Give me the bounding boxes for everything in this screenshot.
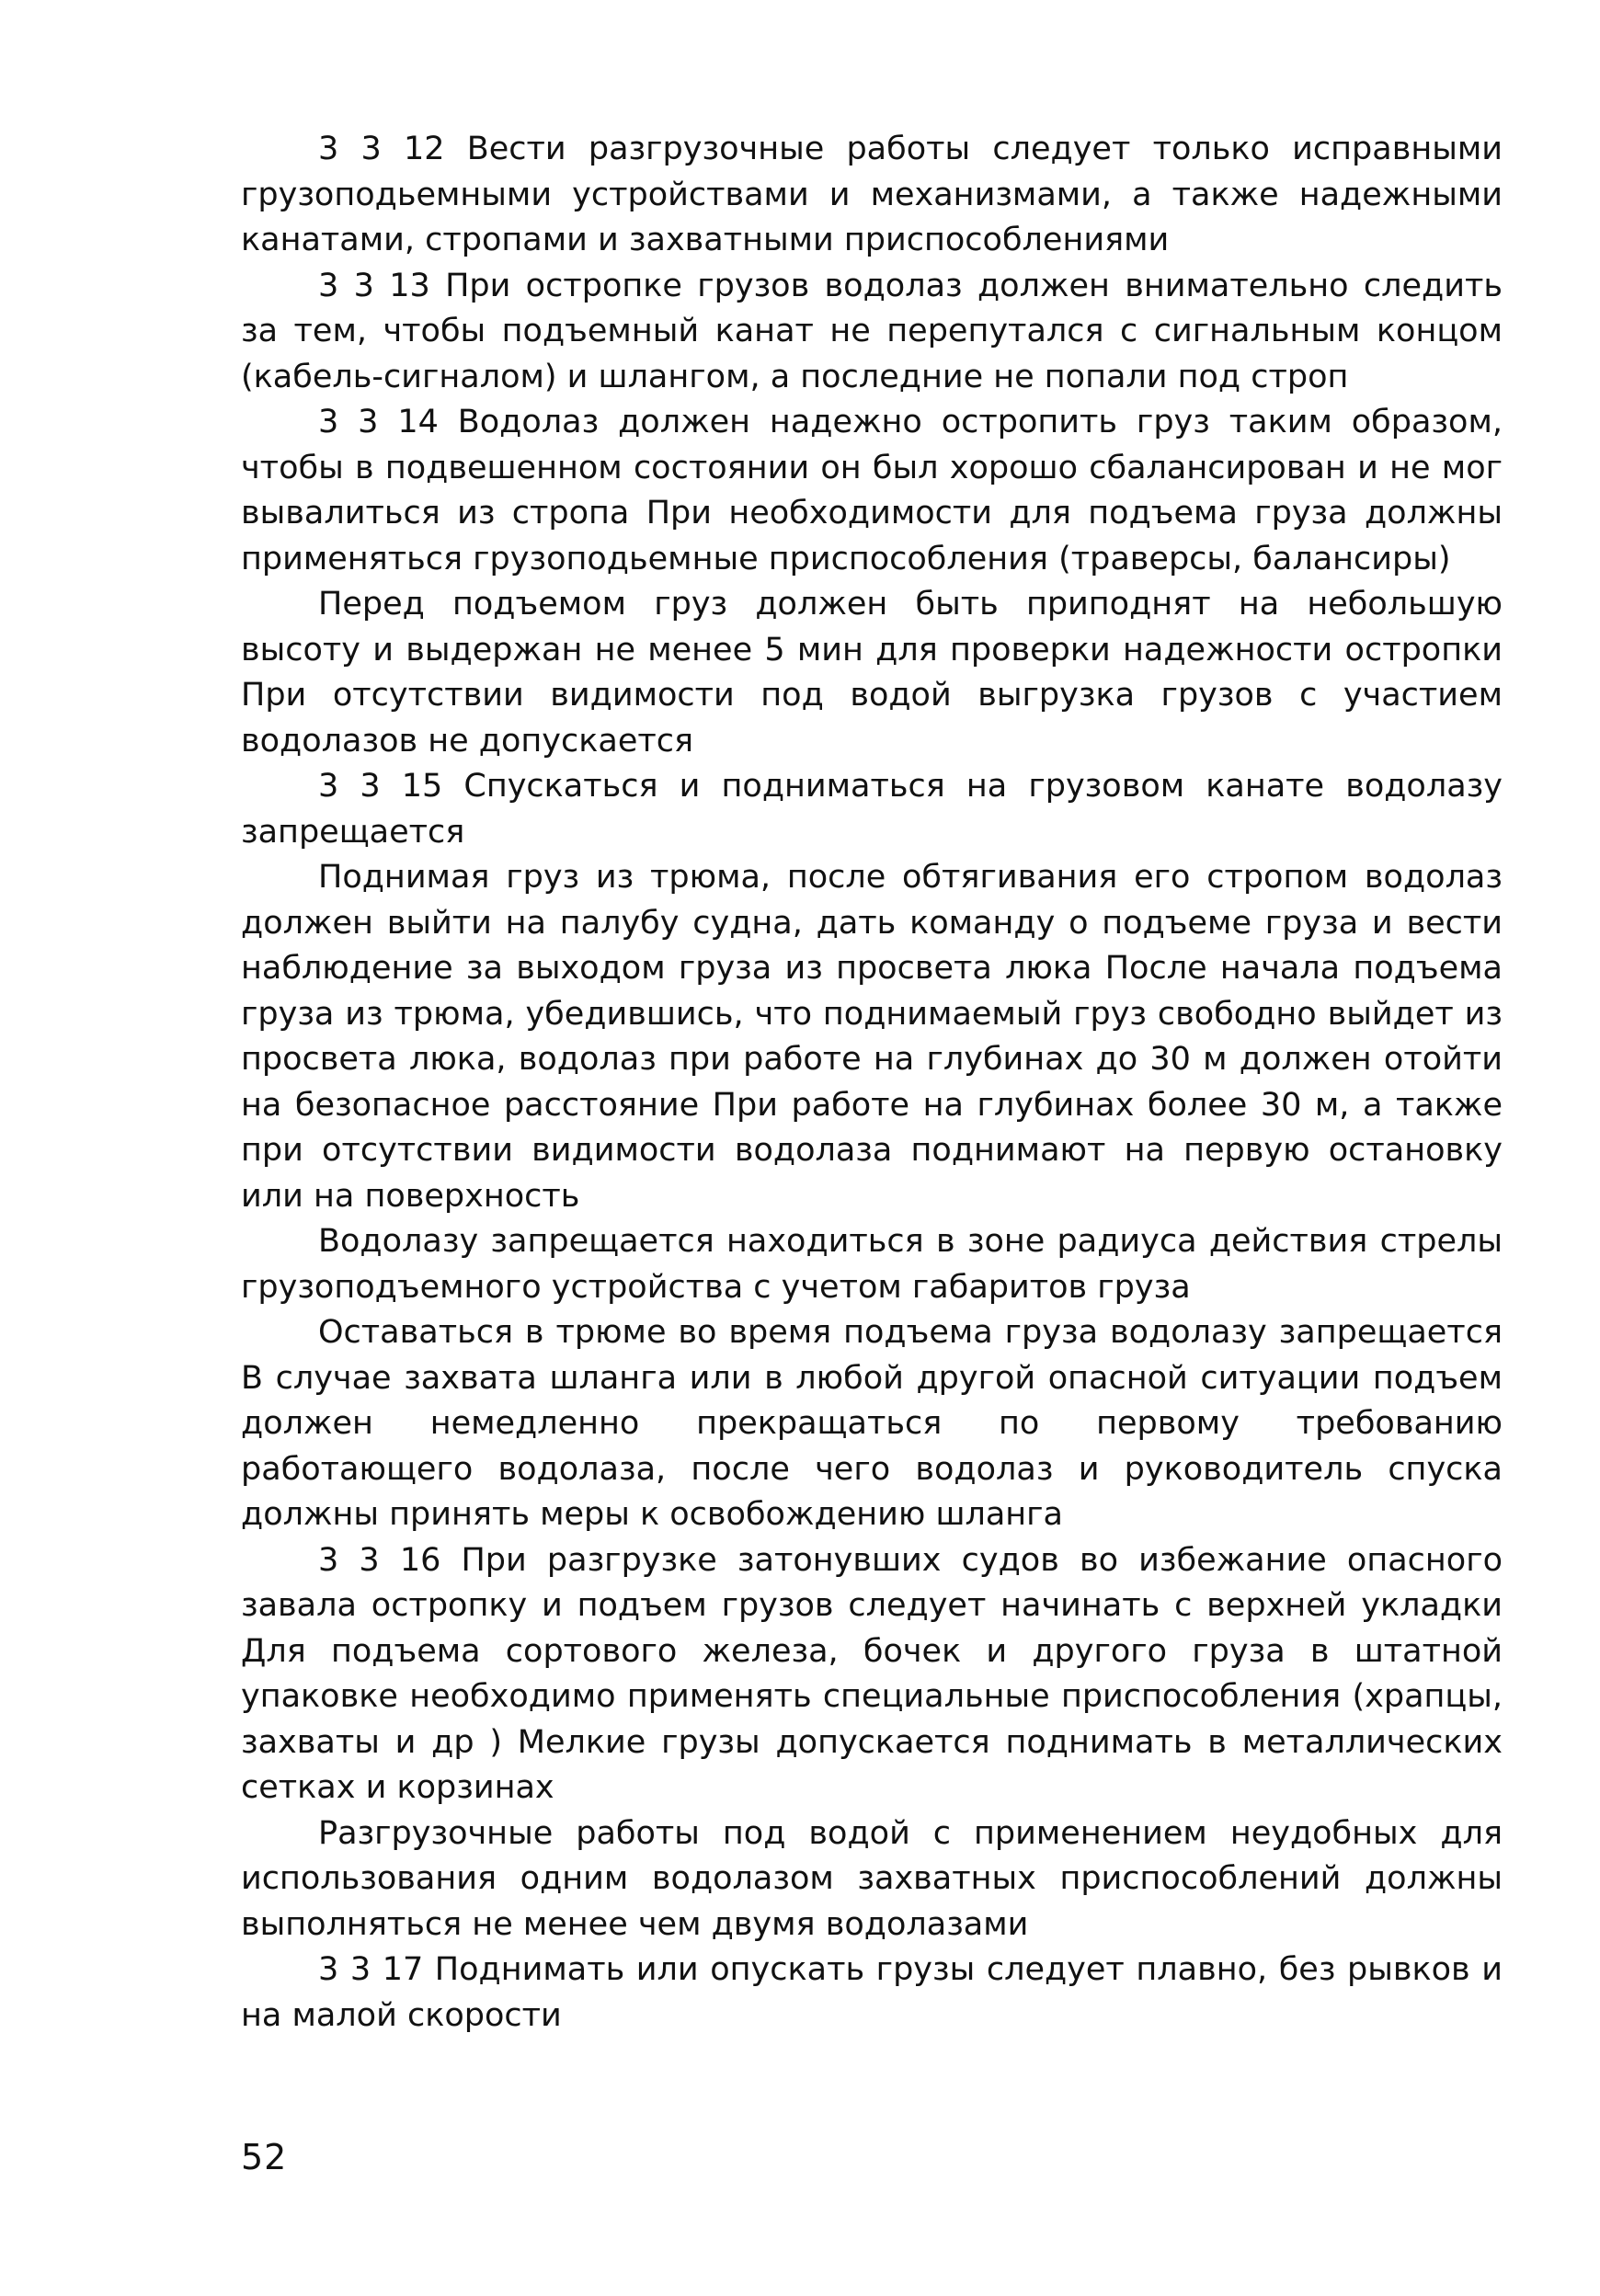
paragraph-boom-zone: Водолазу запрещается находиться в зоне радиуса действия стрелы грузоподъемного устройства с учетом габаритов груза bbox=[241, 1223, 1503, 1306]
paragraph-3-3-12: 3 3 12 Вести разгрузочные работы следует только исправными грузоподьемными устройствами и механизмами, а также надежными канатами, стропами и захватными приспособлениями bbox=[241, 131, 1503, 258]
paragraph-3-3-14: 3 3 14 Водолаз должен надежно остропить груз таким образом, чтобы в подвешенном состоянии он был хорошо сбалансирован и не мог вывалиться из стропа При необходимости для подъема груза должны применяться грузоподьемные приспособления (траверсы, балансиры) bbox=[241, 404, 1503, 577]
paragraph-3-3-13: 3 3 13 При остропке грузов водолаз должен внимательно следить за тем, чтобы подъемный канат не перепутался с сигнальным концом (кабель-сигналом) и шлангом, а последние не попали под строп bbox=[241, 267, 1503, 395]
paragraph-hold-lifting: Поднимая груз из трюма, после обтягивания его стропом водолаз должен выйти на палубу судна, дать команду о подъеме груза и вести наблюдение за выходом груза из просвета люка После начала подъема груза из трюма, убедившись, что поднимаемый груз свободно выйдет из просвета люка, водолаз при работе на глубинах до 30 м должен отойти на безопасное расстояние При работе на глубинах более 30 м, а также при отсутствии видимости водолаза поднимают на первую остановку или на поверхность bbox=[241, 859, 1503, 1215]
paragraph-lifting-check: Перед подъемом груз должен быть приподнят на небольшую высоту и выдержан не менее 5 мин для проверки надежности остропки При отсутствии видимости под водой выгрузка грузов с участием водолазов не допускается bbox=[241, 586, 1503, 760]
paragraph-3-3-16: 3 3 16 При разгрузке затонувших судов во избежание опасного завала остропку и подъем грузов следует начинать с верхней укладки Для подъема сортового железа, бочек и другого груза в штатной упаковке необходимо применять специальные приспособления (храпцы, захваты и др ) Мелкие грузы допускается поднимать в металлических сетках и корзинах bbox=[241, 1541, 1503, 1806]
paragraph-two-divers: Разгрузочные работы под водой с применением неудобных для использования одним водолазом захватных приспособлений должны выполняться не менее чем двумя водолазами bbox=[241, 1814, 1503, 1943]
paragraph-3-3-17: 3 3 17 Поднимать или опускать грузы следует плавно, без рывков и на малой скорости bbox=[241, 1951, 1503, 2034]
document-body bbox=[241, 127, 1503, 2039]
page-number: 52 bbox=[241, 2137, 288, 2177]
paragraph-hold-prohibition: Оставаться в трюме во время подъема груза водолазу запрещается В случае захвата шланга или в любой другой опасной ситуации подъем должен немедленно прекращаться по первому требованию работающего водолаза, после чего водолаз и руководитель спуска должны принять меры к освобождению шланга bbox=[241, 1314, 1503, 1533]
paragraph-3-3-15: 3 3 15 Спускаться и подниматься на грузовом канате водолазу запрещается bbox=[241, 768, 1503, 851]
